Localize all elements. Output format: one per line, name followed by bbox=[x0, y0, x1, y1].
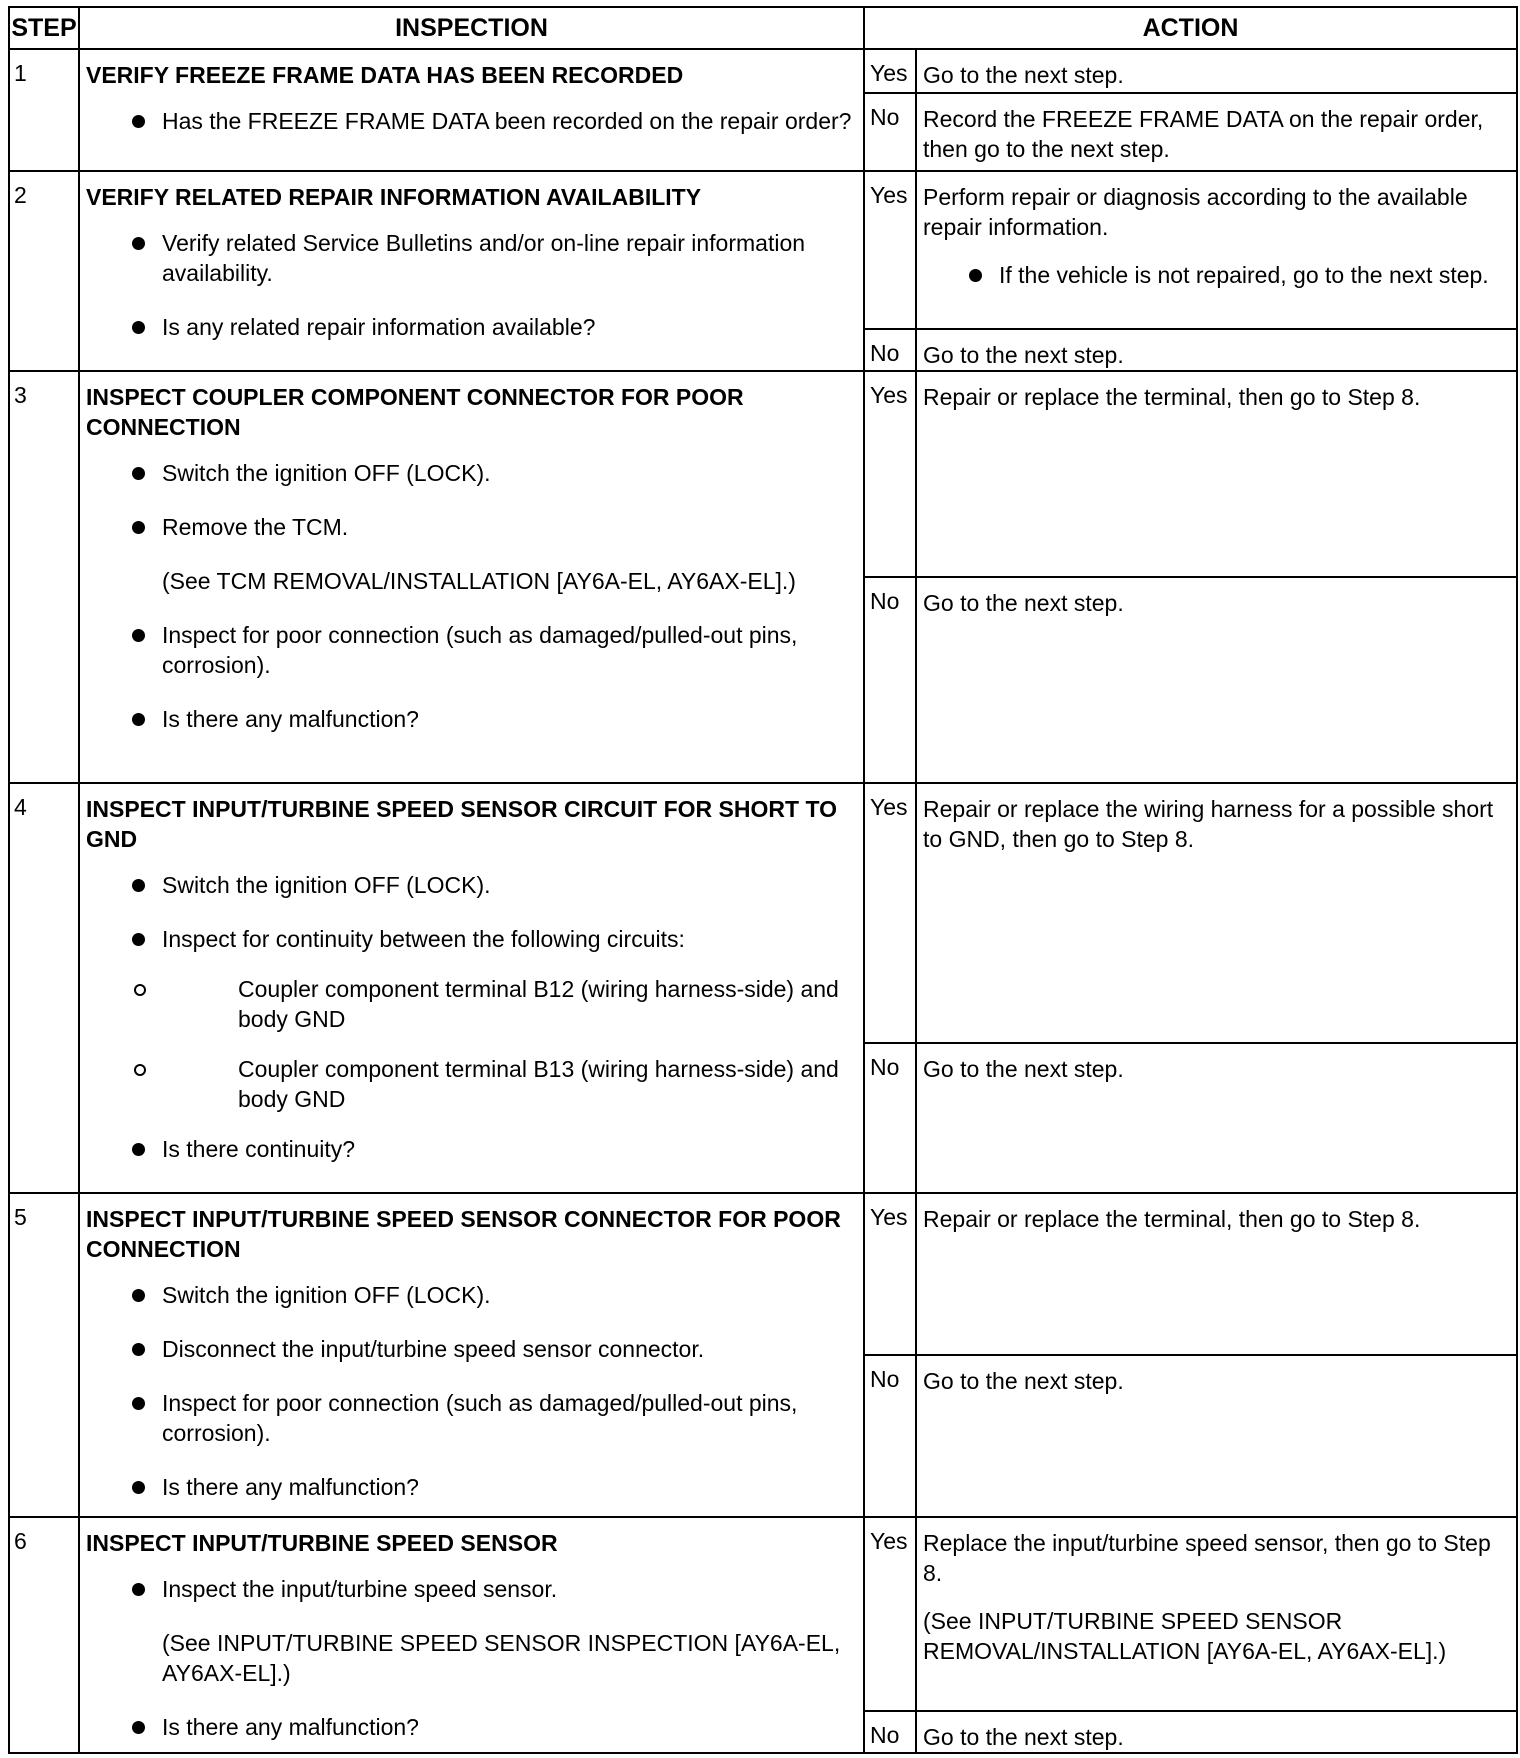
inspection-bullet: Switch the ignition OFF (LOCK). bbox=[86, 1280, 855, 1310]
inspection-bullet: Remove the TCM. bbox=[86, 512, 855, 542]
step-title: INSPECT INPUT/TURBINE SPEED SENSOR bbox=[86, 1530, 558, 1556]
no-action: Go to the next step. bbox=[916, 1043, 1517, 1193]
inspection-bullet: Is there any malfunction? bbox=[86, 1712, 855, 1742]
inspection-bullet: Is any related repair information available? bbox=[86, 312, 855, 342]
procedure-sheet bbox=[8, 6, 1518, 1754]
inspection-note: (See INPUT/TURBINE SPEED SENSOR INSPECTION [AY6A-EL, AY6AX-EL].) bbox=[162, 1630, 841, 1686]
no-action: Go to the next step. bbox=[916, 329, 1517, 371]
no-action: Record the FREEZE FRAME DATA on the repair order, then go to the next step. bbox=[916, 93, 1517, 171]
yes-label: Yes bbox=[864, 1193, 916, 1355]
step-number: 6 bbox=[9, 1517, 79, 1753]
step-4-yes-row bbox=[9, 783, 1517, 1043]
yes-action: Repair or replace the terminal, then go to Step 8. bbox=[916, 1193, 1517, 1355]
yes-action-cell bbox=[916, 171, 1517, 329]
step-inspection bbox=[79, 1193, 864, 1517]
yes-label: Yes bbox=[864, 171, 916, 329]
step-title: INSPECT COUPLER COMPONENT CONNECTOR FOR POOR CONNECTION bbox=[86, 384, 744, 440]
step-number: 1 bbox=[9, 49, 79, 171]
step-3-yes-row bbox=[9, 371, 1517, 577]
step-title: INSPECT INPUT/TURBINE SPEED SENSOR CONNECTOR FOR POOR CONNECTION bbox=[86, 1206, 841, 1262]
step-6-yes-row bbox=[9, 1517, 1517, 1711]
inspection-note: (See TCM REMOVAL/INSTALLATION [AY6A-EL, AY6AX-EL].) bbox=[162, 568, 796, 594]
step-inspection bbox=[79, 371, 864, 783]
diagnostic-procedure-table bbox=[8, 6, 1518, 1754]
inspection-bullet: Inspect for poor connection (such as damaged/pulled-out pins, corrosion). bbox=[86, 1388, 855, 1448]
step-5-yes-row bbox=[9, 1193, 1517, 1355]
inspection-bullet: Inspect for poor connection (such as damaged/pulled-out pins, corrosion). bbox=[86, 620, 855, 680]
step-title: VERIFY RELATED REPAIR INFORMATION AVAILABILITY bbox=[86, 184, 702, 210]
yes-action-note: (See INPUT/TURBINE SPEED SENSOR REMOVAL/INSTALLATION [AY6A-EL, AY6AX-EL].) bbox=[923, 1608, 1447, 1664]
inspection-sub-bullet: Coupler component terminal B12 (wiring harness-side) and body GND bbox=[86, 974, 855, 1034]
step-2-yes-row bbox=[9, 171, 1517, 329]
step-1-yes-row bbox=[9, 49, 1517, 93]
no-action: Go to the next step. bbox=[916, 577, 1517, 783]
yes-label: Yes bbox=[864, 49, 916, 93]
no-label: No bbox=[864, 1043, 916, 1193]
no-label: No bbox=[864, 329, 916, 371]
yes-action: Go to the next step. bbox=[916, 49, 1517, 93]
no-label: No bbox=[864, 1355, 916, 1517]
step-number: 5 bbox=[9, 1193, 79, 1517]
inspection-bullet: Disconnect the input/turbine speed sensor connector. bbox=[86, 1334, 855, 1364]
yes-label: Yes bbox=[864, 371, 916, 577]
step-title: INSPECT INPUT/TURBINE SPEED SENSOR CIRCUIT FOR SHORT TO GND bbox=[86, 796, 837, 852]
step-inspection bbox=[79, 49, 864, 171]
inspection-bullet: Inspect the input/turbine speed sensor. bbox=[86, 1574, 855, 1604]
no-action: Go to the next step. bbox=[916, 1355, 1517, 1517]
inspection-bullet: Has the FREEZE FRAME DATA been recorded on the repair order? bbox=[86, 106, 855, 136]
header-step: STEP bbox=[9, 7, 79, 49]
inspection-sub-bullet: Coupler component terminal B13 (wiring harness-side) and body GND bbox=[86, 1054, 855, 1114]
no-label: No bbox=[864, 1711, 916, 1753]
yes-action: Repair or replace the wiring harness for a possible short to GND, then go to Step 8. bbox=[916, 783, 1517, 1043]
yes-action-cell bbox=[916, 1517, 1517, 1711]
inspection-bullet: Switch the ignition OFF (LOCK). bbox=[86, 870, 855, 900]
inspection-bullet-text: Inspect for continuity between the following circuits: bbox=[162, 926, 685, 952]
inspection-bullet: Switch the ignition OFF (LOCK). bbox=[86, 458, 855, 488]
inspection-bullet: Is there continuity? bbox=[86, 1134, 855, 1164]
step-inspection bbox=[79, 783, 864, 1193]
header-action: ACTION bbox=[864, 7, 1517, 49]
step-inspection bbox=[79, 171, 864, 371]
yes-action: Repair or replace the terminal, then go to Step 8. bbox=[916, 371, 1517, 577]
yes-action: Replace the input/turbine speed sensor, then go to Step 8. bbox=[923, 1530, 1491, 1586]
no-label: No bbox=[864, 577, 916, 783]
inspection-bullet: Is there any malfunction? bbox=[86, 1472, 855, 1502]
yes-label: Yes bbox=[864, 1517, 916, 1711]
yes-label: Yes bbox=[864, 783, 916, 1043]
step-number: 4 bbox=[9, 783, 79, 1193]
no-action: Go to the next step. bbox=[916, 1711, 1517, 1753]
no-label: No bbox=[864, 93, 916, 171]
step-title: VERIFY FREEZE FRAME DATA HAS BEEN RECORDED bbox=[86, 62, 684, 88]
step-number: 2 bbox=[9, 171, 79, 371]
header-inspection: INSPECTION bbox=[79, 7, 864, 49]
inspection-bullet: Is there any malfunction? bbox=[86, 704, 855, 734]
table-header-row bbox=[9, 7, 1517, 49]
yes-action: Perform repair or diagnosis according to the available repair information. bbox=[923, 184, 1468, 240]
step-number: 3 bbox=[9, 371, 79, 783]
step-inspection bbox=[79, 1517, 864, 1753]
inspection-bullet: Verify related Service Bulletins and/or on-line repair information availability. bbox=[86, 228, 855, 288]
action-bullet: If the vehicle is not repaired, go to the next step. bbox=[923, 260, 1508, 290]
inspection-bullet bbox=[86, 924, 855, 954]
